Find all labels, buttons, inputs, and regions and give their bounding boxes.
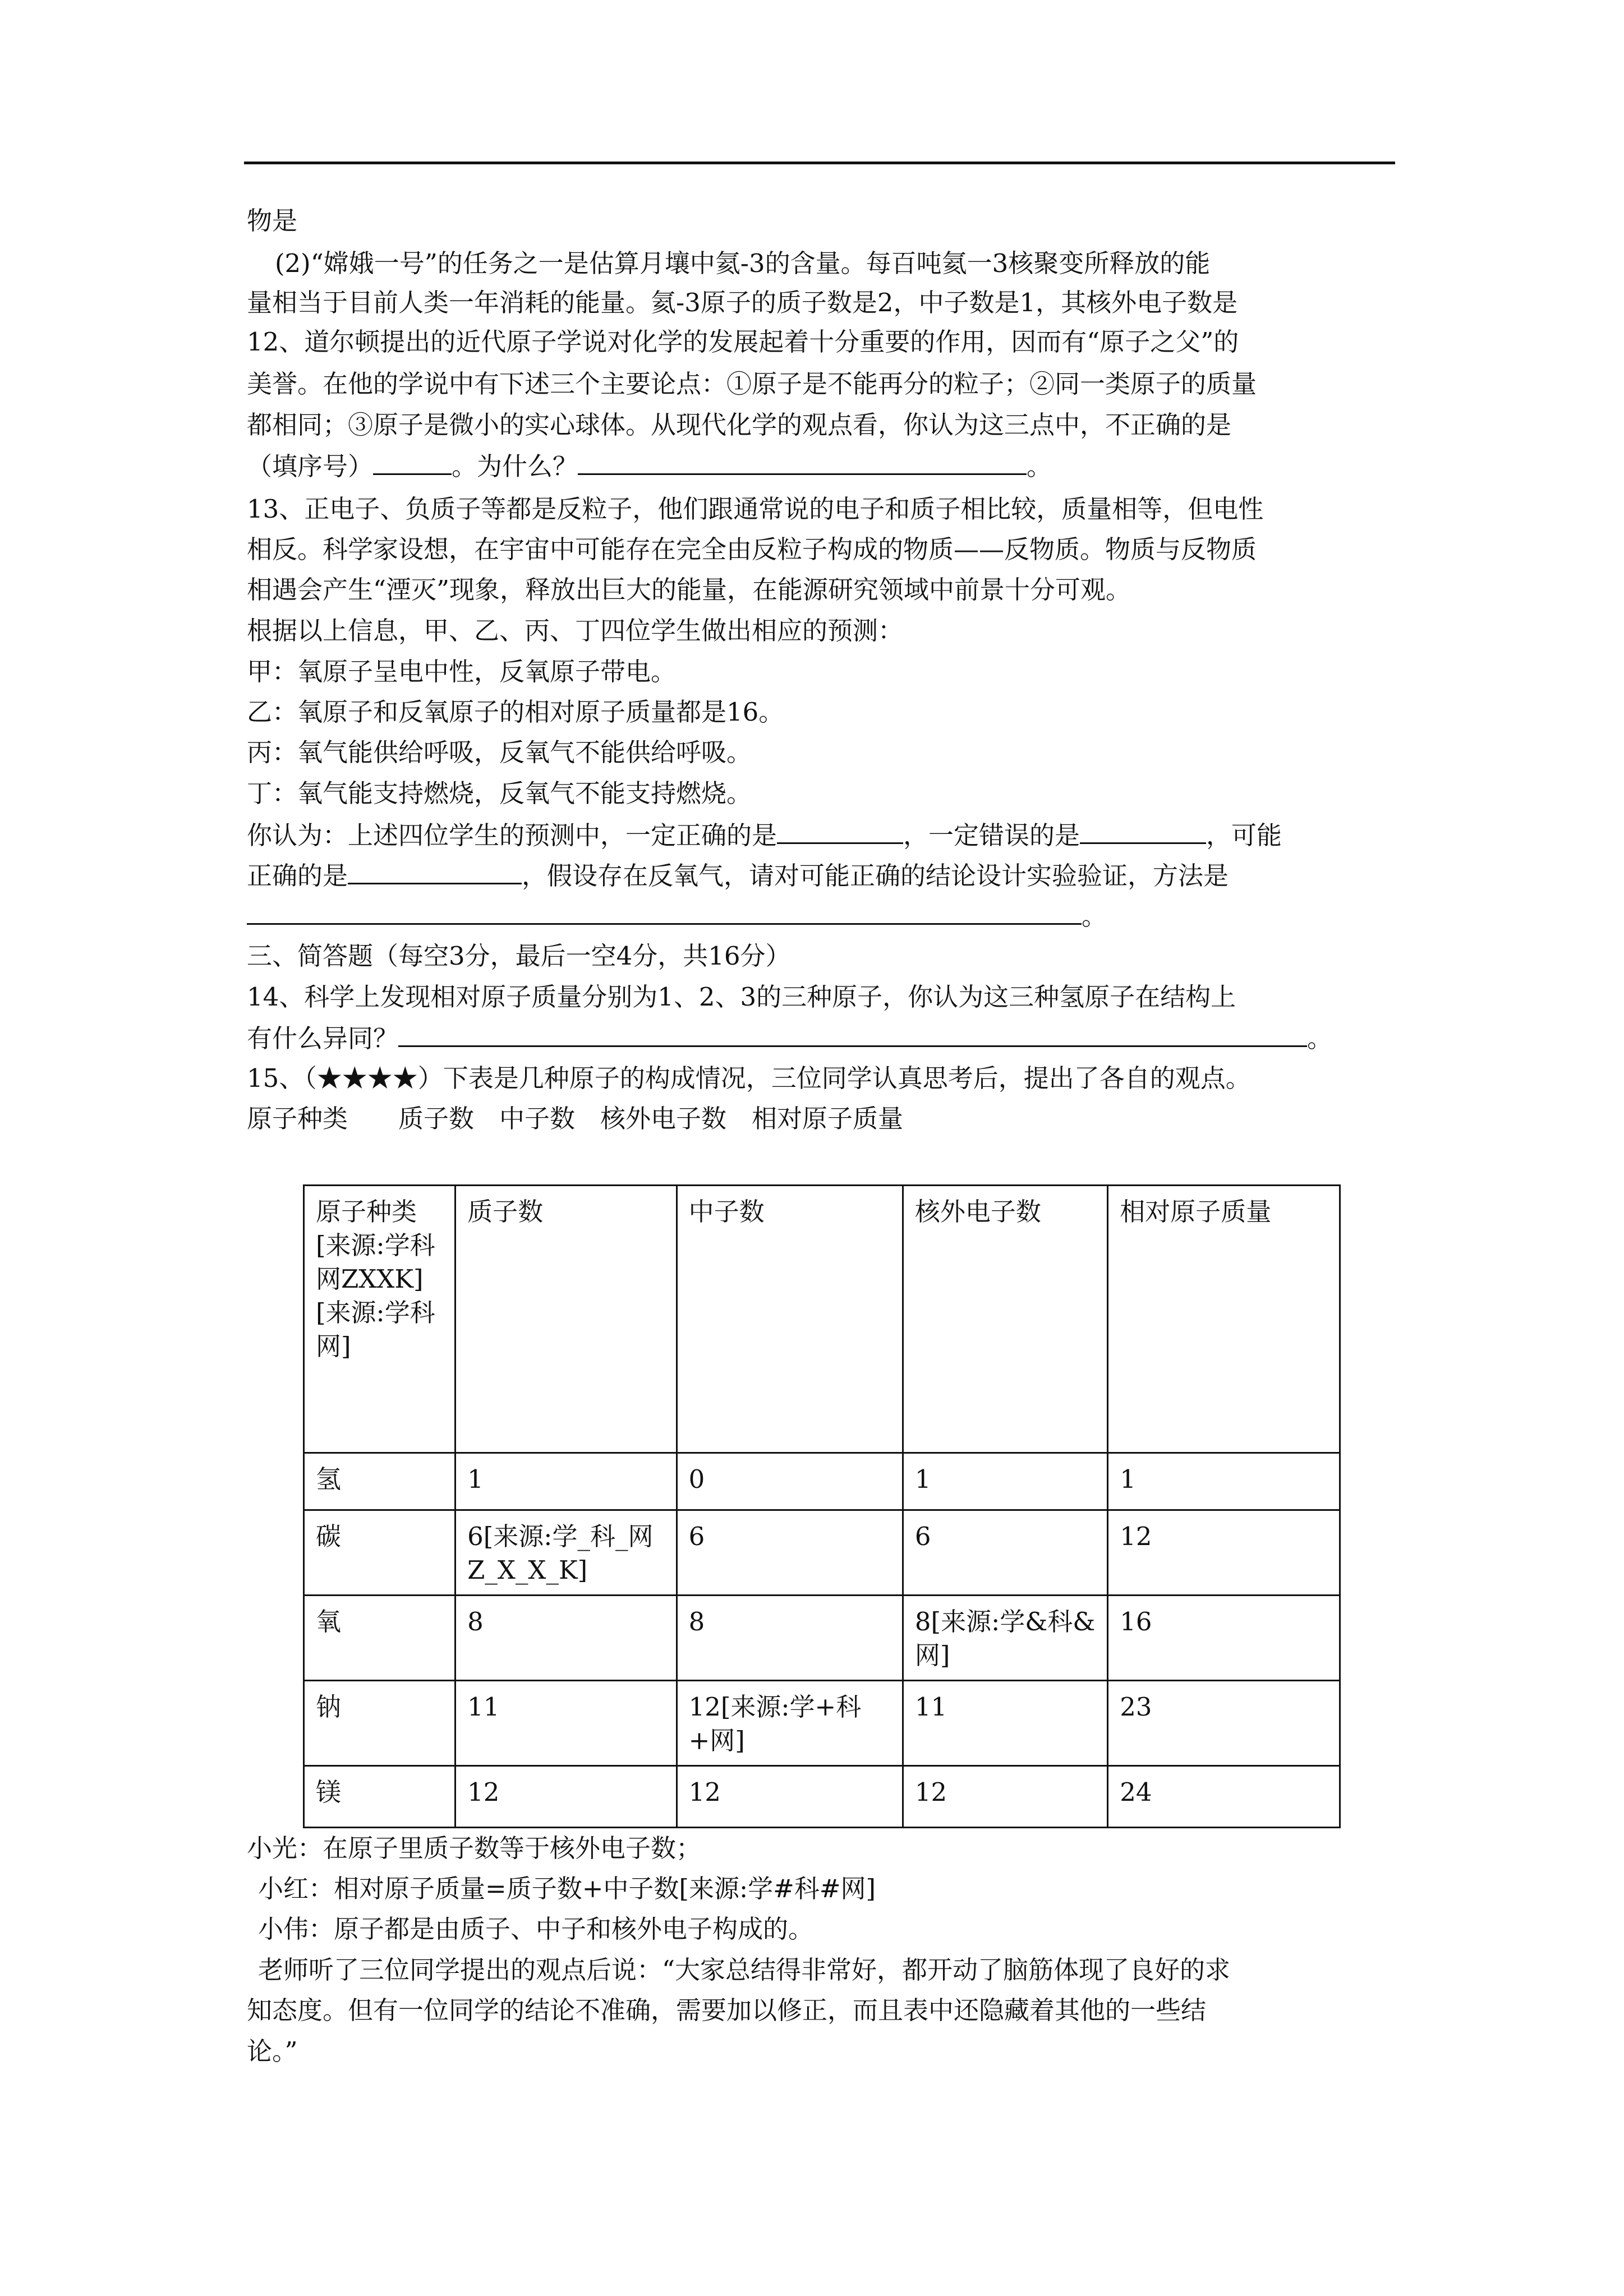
table-row: [304, 1596, 1340, 1681]
table-cell: 16: [1108, 1596, 1340, 1681]
table-cell: 12: [903, 1766, 1107, 1828]
question-12-text: 美誉。在他的学说中有下述三个主要论点：①原子是不能再分的粒子；②同一类原子的质量: [247, 369, 1257, 399]
table-header-cell: 质子数: [456, 1186, 677, 1453]
table-cell: 12[来源:学+科+网]: [677, 1681, 903, 1766]
teacher-comment: 知态度。但有一位同学的结论不准确，需要加以修正，而且表中还隐藏着其他的一些结: [247, 1995, 1207, 2025]
opinion-xiaoguang: 小光：在原子里质子数等于核外电子数；: [247, 1833, 702, 1863]
table-header-cell: 中子数: [677, 1186, 903, 1453]
question-12-answer-line: [247, 449, 1052, 483]
teacher-comment: 论。”: [247, 2036, 298, 2066]
table-cell: 6[来源:学_科_网Z_X_X_K]: [456, 1510, 677, 1596]
table-row: [304, 1510, 1340, 1596]
answer-blank[interactable]: [1080, 818, 1206, 844]
text-fragment: ，可能: [1206, 820, 1282, 850]
table-cell: 8[来源:学&科&网]: [903, 1596, 1107, 1681]
table-row: [304, 1681, 1340, 1766]
prediction-bing: 丙：氧气能供给呼吸，反氧气不能供给呼吸。: [247, 737, 752, 767]
table-cell: 碳: [304, 1510, 456, 1596]
answer-blank[interactable]: [777, 818, 903, 844]
question-13-text: 相反。科学家设想，在宇宙中可能存在完全由反粒子构成的物质——反物质。物质与反物质: [247, 534, 1257, 564]
prediction-yi: 乙：氧原子和反氧原子的相对原子质量都是16。: [247, 697, 784, 727]
answer-blank[interactable]: [348, 858, 522, 884]
table-row: [304, 1766, 1340, 1828]
table-cell: 12: [456, 1766, 677, 1828]
table-cell: 6: [903, 1510, 1107, 1596]
table-cell: 23: [1108, 1681, 1340, 1766]
text-fragment: ，假设存在反氧气，请对可能正确的结论设计实验验证，方法是: [522, 861, 1229, 891]
text-fragment: ，一定错误的是: [903, 820, 1080, 850]
text-fragment: 。为什么？: [452, 451, 578, 481]
question-14-text: 14、科学上发现相对原子质量分别为1、2、3的三种原子，你认为这三种氢原子在结构上: [247, 982, 1236, 1012]
question-13-text: 13、正电子、负质子等都是反粒子，他们跟通常说的电子和质子相比较，质量相等，但电性: [247, 494, 1264, 524]
teacher-comment: 老师听了三位同学提出的观点后说：“大家总结得非常好，都开动了脑筋体现了良好的求: [258, 1955, 1231, 1985]
section-heading: 三、简答题（每空3分，最后一空4分，共16分）: [247, 941, 791, 971]
table-header-cell: 相对原子质量: [1108, 1186, 1340, 1453]
table-cell: 钠: [304, 1681, 456, 1766]
answer-blank[interactable]: [373, 449, 452, 475]
table-cell: 12: [677, 1766, 903, 1828]
table-cell: 8: [677, 1596, 903, 1681]
opinion-xiaohong: 小红：相对原子质量=质子数+中子数[来源:学#科#网]: [258, 1874, 876, 1903]
table-cell: 氢: [304, 1453, 456, 1510]
text-fragment: 。: [1307, 1023, 1333, 1053]
prediction-ding: 丁：氧气能支持燃烧，反氧气不能支持燃烧。: [247, 778, 752, 808]
question-15-columns-text: 原子种类 质子数 中子数 核外电子数 相对原子质量: [247, 1104, 904, 1133]
atom-composition-table: [303, 1184, 1341, 1828]
text-fragment: 有什么异同？: [247, 1023, 399, 1053]
answer-blank[interactable]: [398, 1021, 1307, 1047]
question-14-answer-line: [247, 1021, 1332, 1055]
table-cell: 氧: [304, 1596, 456, 1681]
table-row: [304, 1453, 1340, 1510]
table-cell: 1: [903, 1453, 1107, 1510]
table-cell: 6: [677, 1510, 903, 1596]
table-cell: 镁: [304, 1766, 456, 1828]
text-fragment: 。: [1082, 901, 1107, 931]
text-fragment: 正确的是: [247, 861, 348, 891]
table-header-cell: 原子种类[来源:学科网ZXXK][来源:学科网]: [304, 1186, 456, 1453]
answer-blank[interactable]: [578, 449, 1027, 475]
question-13-answer-line: [247, 898, 1107, 933]
table-header-row: [304, 1186, 1340, 1453]
table-cell: 11: [456, 1681, 677, 1766]
text-line: 物是: [247, 206, 298, 236]
question-13-text: 相遇会产生“湮灭”现象，释放出巨大的能量，在能源研究领域中前景十分可观。: [247, 575, 1131, 605]
table-cell: 0: [677, 1453, 903, 1510]
question-12-text: 都相同；③原子是微小的实心球体。从现代化学的观点看，你认为这三点中，不正确的是: [247, 410, 1232, 440]
text-fragment: （填序号）: [247, 451, 374, 481]
table-cell: 11: [903, 1681, 1107, 1766]
question-12-text: 12、道尔顿提出的近代原子学说对化学的发展起着十分重要的作用，因而有“原子之父”的: [247, 327, 1239, 357]
table-cell: 8: [456, 1596, 677, 1681]
prediction-jia: 甲：氧原子呈电中性，反氧原子带电。: [247, 657, 677, 686]
table-cell: 1: [456, 1453, 677, 1510]
table-cell: 24: [1108, 1766, 1340, 1828]
text-line: (2)“嫦娥一号”的任务之一是估算月壤中氦-3的含量。每百吨氦一3核聚变所释放的能: [275, 248, 1211, 278]
answer-blank[interactable]: [247, 898, 1082, 925]
text-line: 量相当于目前人类一年消耗的能量。氦-3原子的质子数是2，中子数是1，其核外电子数是: [247, 288, 1238, 317]
question-13-text: 根据以上信息，甲、乙、丙、丁四位学生做出相应的预测：: [247, 616, 904, 646]
text-fragment: 。: [1027, 451, 1052, 481]
table-cell: 1: [1108, 1453, 1340, 1510]
header-rule: [244, 162, 1395, 164]
opinion-xiaowei: 小伟：原子都是由质子、中子和核外电子构成的。: [258, 1914, 814, 1944]
question-15-text: 15、（★★★★）下表是几种原子的构成情况，三位同学认真思考后，提出了各自的观点。: [247, 1063, 1251, 1093]
question-13-answer-line: [247, 818, 1282, 852]
text-fragment: 你认为：上述四位学生的预测中，一定正确的是: [247, 820, 778, 850]
table-header-cell: 核外电子数: [903, 1186, 1107, 1453]
question-13-answer-line: [247, 858, 1229, 893]
table-cell: 12: [1108, 1510, 1340, 1596]
